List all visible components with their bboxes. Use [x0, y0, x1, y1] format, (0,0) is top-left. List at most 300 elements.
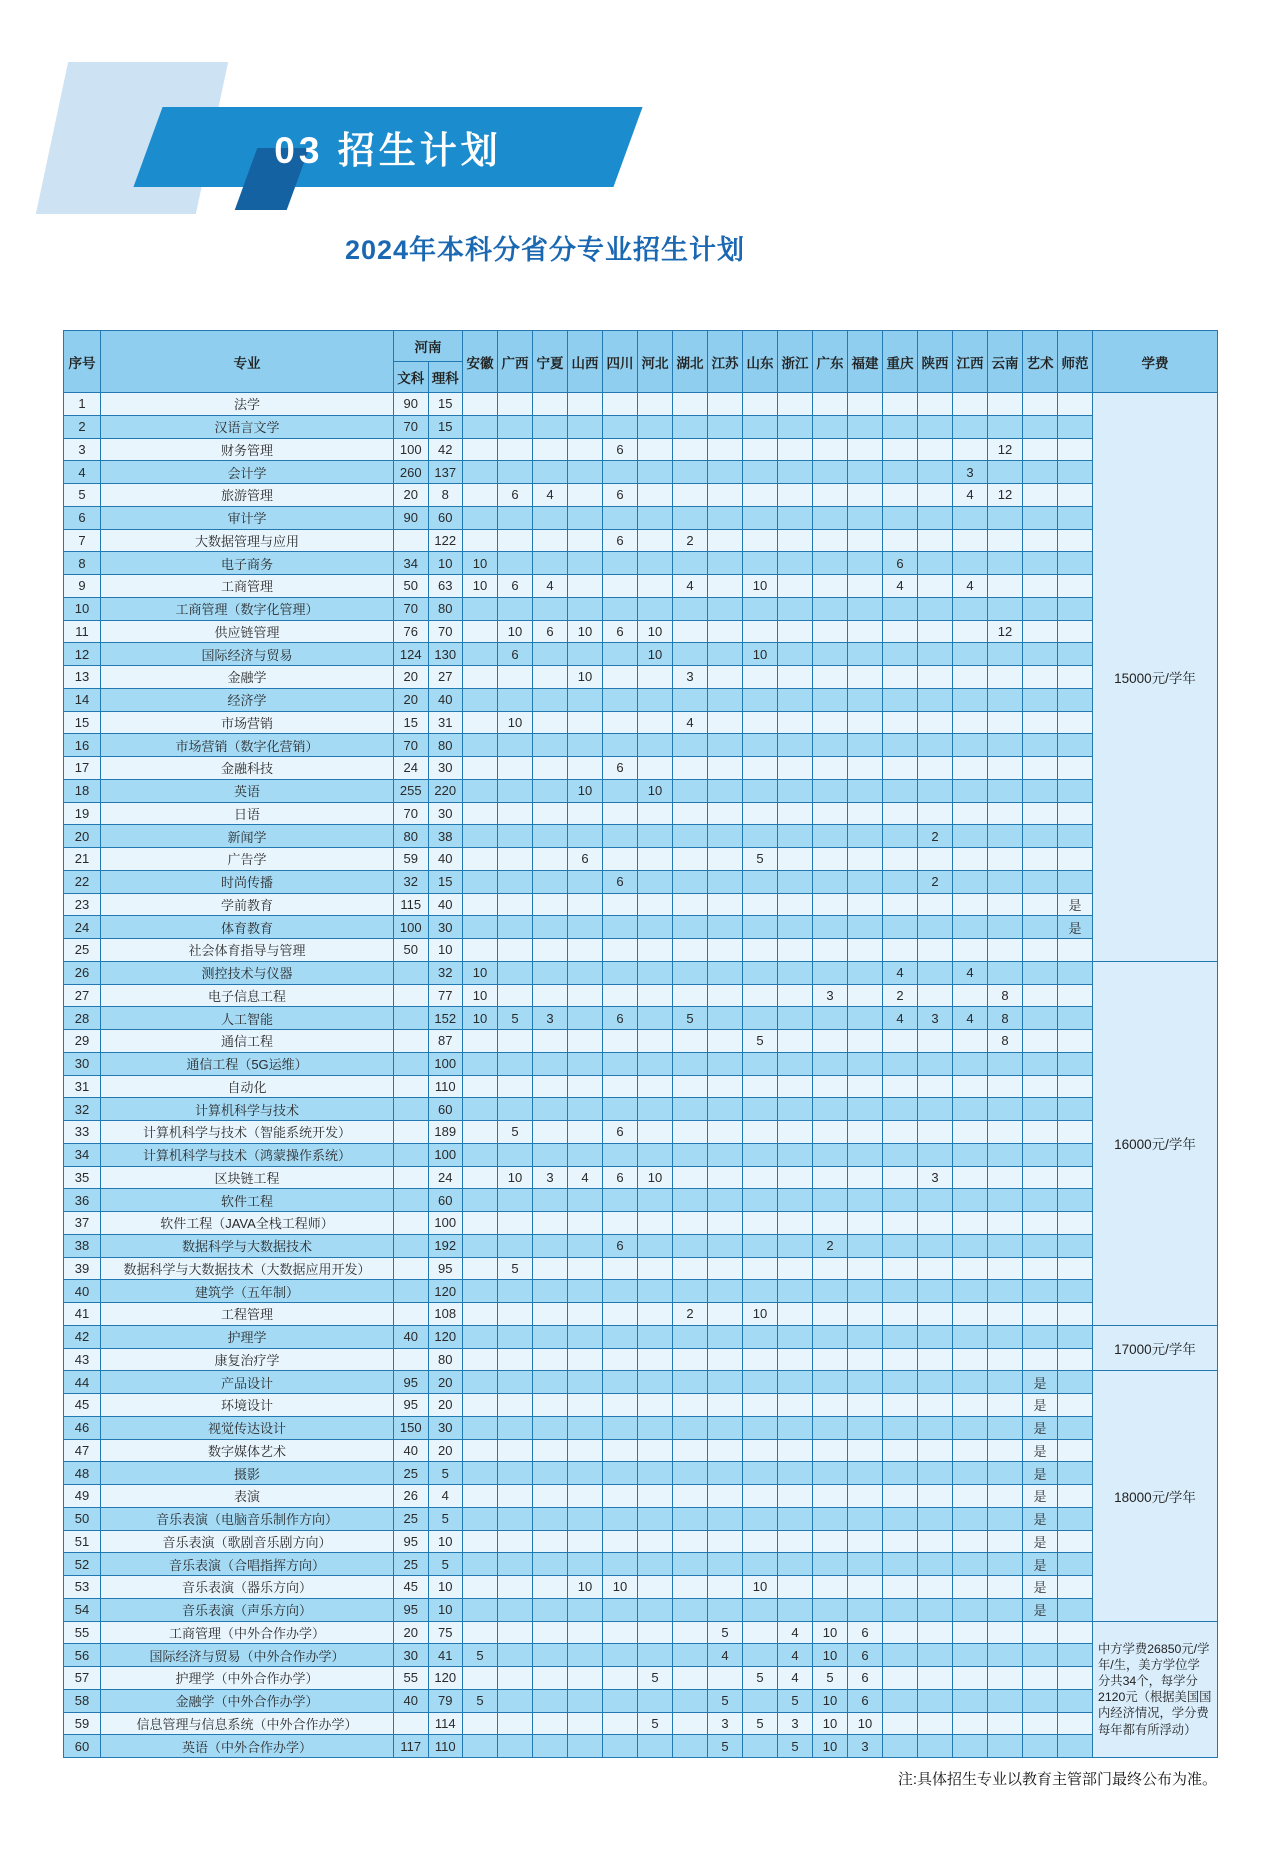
quota-cell: 4	[568, 1166, 603, 1189]
quota-cell: 3	[778, 1712, 813, 1735]
quota-cell	[813, 415, 848, 438]
quota-cell	[883, 1394, 918, 1417]
quota-cell: 10	[498, 711, 533, 734]
quota-cell	[1058, 597, 1093, 620]
quota-cell: 2	[813, 1234, 848, 1257]
quota-cell	[498, 506, 533, 529]
quota-cell	[848, 1576, 883, 1599]
quota-cell	[394, 1075, 429, 1098]
quota-cell	[463, 1348, 498, 1371]
quota-cell	[603, 1621, 638, 1644]
table-row	[64, 688, 1218, 711]
quota-cell	[498, 825, 533, 848]
quota-cell: 40	[394, 1689, 429, 1712]
quota-cell: 30	[428, 802, 463, 825]
quota-cell	[1023, 1234, 1058, 1257]
quota-cell	[638, 1007, 673, 1030]
quota-cell	[813, 438, 848, 461]
quota-cell: 6	[603, 757, 638, 780]
quota-cell	[778, 1553, 813, 1576]
quota-cell	[883, 666, 918, 689]
quota-cell	[743, 1143, 778, 1166]
quota-cell	[778, 1371, 813, 1394]
quota-cell	[953, 916, 988, 939]
quota-cell	[918, 1143, 953, 1166]
quota-cell: 5	[463, 1644, 498, 1667]
quota-cell	[638, 1098, 673, 1121]
quota-cell	[638, 1075, 673, 1098]
quota-cell	[1023, 893, 1058, 916]
row-number-cell: 51	[64, 1530, 101, 1553]
quota-cell	[673, 688, 708, 711]
quota-cell	[848, 1462, 883, 1485]
quota-cell: 4	[778, 1644, 813, 1667]
quota-cell	[848, 1439, 883, 1462]
quota-cell	[673, 415, 708, 438]
quota-cell	[568, 1303, 603, 1326]
quota-cell	[463, 893, 498, 916]
row-number-cell: 15	[64, 711, 101, 734]
quota-cell	[848, 1530, 883, 1553]
table-row	[64, 1485, 1218, 1508]
row-number-cell: 30	[64, 1052, 101, 1075]
quota-cell	[498, 1712, 533, 1735]
quota-cell	[394, 1280, 429, 1303]
quota-cell	[533, 1644, 568, 1667]
major-cell: 音乐表演（电脑音乐制作方向）	[101, 1507, 394, 1530]
quota-cell	[918, 916, 953, 939]
quota-cell	[708, 597, 743, 620]
quota-cell	[638, 1462, 673, 1485]
quota-cell	[778, 666, 813, 689]
quota-cell	[498, 1212, 533, 1235]
quota-cell	[743, 1348, 778, 1371]
quota-cell	[673, 620, 708, 643]
quota-cell	[1023, 1303, 1058, 1326]
quota-cell	[394, 984, 429, 1007]
quota-cell	[533, 1598, 568, 1621]
row-number-cell: 52	[64, 1553, 101, 1576]
quota-cell	[988, 1166, 1023, 1189]
quota-cell	[1058, 734, 1093, 757]
row-number-cell: 28	[64, 1007, 101, 1030]
major-cell: 数据科学与大数据技术（大数据应用开发）	[101, 1257, 394, 1280]
row-number-cell: 4	[64, 461, 101, 484]
quota-cell	[673, 961, 708, 984]
quota-cell	[708, 1257, 743, 1280]
quota-cell	[638, 734, 673, 757]
quota-cell	[533, 825, 568, 848]
quota-cell	[988, 1485, 1023, 1508]
quota-cell: 12	[988, 620, 1023, 643]
quota-cell	[953, 1507, 988, 1530]
quota-cell	[813, 1371, 848, 1394]
quota-cell	[1058, 529, 1093, 552]
quota-cell	[883, 711, 918, 734]
quota-cell	[568, 1530, 603, 1553]
quota-cell	[708, 1143, 743, 1166]
quota-cell	[918, 1098, 953, 1121]
quota-cell	[848, 438, 883, 461]
quota-cell	[708, 1371, 743, 1394]
quota-cell	[883, 1553, 918, 1576]
row-number-cell: 18	[64, 779, 101, 802]
quota-cell: 12	[988, 438, 1023, 461]
quota-cell	[1058, 1621, 1093, 1644]
quota-cell	[498, 1416, 533, 1439]
quota-cell	[743, 757, 778, 780]
quota-cell	[883, 643, 918, 666]
quota-cell	[1023, 1052, 1058, 1075]
quota-cell	[673, 870, 708, 893]
quota-cell	[883, 734, 918, 757]
quota-cell	[533, 757, 568, 780]
quota-cell	[1023, 1121, 1058, 1144]
row-number-cell: 53	[64, 1576, 101, 1599]
quota-cell	[708, 1280, 743, 1303]
quota-cell	[883, 1644, 918, 1667]
quota-cell: 10	[428, 1530, 463, 1553]
major-cell: 通信工程	[101, 1030, 394, 1053]
quota-cell	[568, 1416, 603, 1439]
quota-cell	[568, 1325, 603, 1348]
major-cell: 英语（中外合作办学）	[101, 1735, 394, 1758]
quota-cell: 是	[1023, 1394, 1058, 1417]
quota-cell: 5	[743, 1667, 778, 1690]
quota-cell	[743, 552, 778, 575]
quota-cell: 4	[953, 961, 988, 984]
quota-cell	[638, 802, 673, 825]
quota-cell	[988, 506, 1023, 529]
quota-cell: 是	[1023, 1530, 1058, 1553]
quota-cell	[953, 1394, 988, 1417]
quota-cell: 8	[428, 484, 463, 507]
quota-cell	[568, 1075, 603, 1098]
quota-cell	[883, 1735, 918, 1758]
table-row	[64, 461, 1218, 484]
quota-cell	[568, 711, 603, 734]
quota-cell	[1023, 529, 1058, 552]
quota-cell	[848, 916, 883, 939]
quota-cell	[673, 825, 708, 848]
quota-cell: 5	[498, 1121, 533, 1144]
quota-cell	[1058, 415, 1093, 438]
major-cell: 时尚传播	[101, 870, 394, 893]
quota-cell	[743, 1394, 778, 1417]
quota-cell	[848, 757, 883, 780]
quota-cell	[638, 1371, 673, 1394]
column-header-province-15: 云南	[988, 331, 1023, 393]
quota-cell	[673, 1166, 708, 1189]
quota-cell	[778, 893, 813, 916]
quota-cell	[498, 666, 533, 689]
quota-cell	[708, 1485, 743, 1508]
quota-cell	[1023, 1712, 1058, 1735]
quota-cell	[568, 825, 603, 848]
quota-cell	[673, 461, 708, 484]
major-cell: 通信工程（5G运维）	[101, 1052, 394, 1075]
quota-cell	[918, 506, 953, 529]
quota-cell	[603, 779, 638, 802]
quota-cell	[394, 1007, 429, 1030]
quota-cell	[778, 1212, 813, 1235]
quota-cell	[848, 1553, 883, 1576]
quota-cell	[603, 1189, 638, 1212]
quota-cell	[778, 1348, 813, 1371]
quota-cell	[463, 1712, 498, 1735]
quota-cell	[1023, 575, 1058, 598]
quota-cell: 95	[394, 1394, 429, 1417]
quota-cell	[743, 711, 778, 734]
quota-cell	[953, 893, 988, 916]
quota-cell	[533, 1052, 568, 1075]
quota-cell	[988, 1689, 1023, 1712]
quota-cell: 4	[883, 575, 918, 598]
quota-cell	[1023, 461, 1058, 484]
quota-cell	[533, 1257, 568, 1280]
quota-cell	[708, 506, 743, 529]
quota-cell	[673, 779, 708, 802]
quota-cell: 10	[743, 575, 778, 598]
quota-cell	[463, 643, 498, 666]
quota-cell: 是	[1023, 1485, 1058, 1508]
quota-cell	[918, 1280, 953, 1303]
quota-cell	[394, 1234, 429, 1257]
quota-cell	[743, 1234, 778, 1257]
quota-cell	[848, 1348, 883, 1371]
major-cell: 音乐表演（合唱指挥方向）	[101, 1553, 394, 1576]
column-header-province-4: 四川	[603, 331, 638, 393]
quota-cell	[708, 734, 743, 757]
quota-cell	[673, 1143, 708, 1166]
major-cell: 计算机科学与技术	[101, 1098, 394, 1121]
quota-cell: 80	[428, 734, 463, 757]
column-subheader-henan-1: 理科	[428, 362, 463, 393]
quota-cell	[568, 1394, 603, 1417]
row-number-cell: 7	[64, 529, 101, 552]
table-row	[64, 939, 1218, 962]
quota-cell	[743, 1644, 778, 1667]
quota-cell	[778, 643, 813, 666]
quota-cell	[638, 1030, 673, 1053]
quota-cell	[638, 1507, 673, 1530]
quota-cell	[708, 1553, 743, 1576]
quota-cell	[533, 1189, 568, 1212]
quota-cell	[988, 1189, 1023, 1212]
quota-cell	[848, 506, 883, 529]
quota-cell	[743, 916, 778, 939]
quota-cell	[533, 1348, 568, 1371]
quota-cell	[533, 597, 568, 620]
quota-cell: 30	[428, 1416, 463, 1439]
quota-cell	[953, 757, 988, 780]
quota-cell: 4	[778, 1621, 813, 1644]
quota-cell	[673, 848, 708, 871]
quota-cell	[603, 1598, 638, 1621]
quota-cell	[638, 1485, 673, 1508]
quota-cell: 6	[603, 870, 638, 893]
quota-cell: 30	[394, 1644, 429, 1667]
quota-cell	[673, 438, 708, 461]
major-cell: 摄影	[101, 1462, 394, 1485]
quota-cell	[463, 1439, 498, 1462]
quota-cell	[918, 575, 953, 598]
quota-cell	[463, 825, 498, 848]
quota-cell	[1058, 802, 1093, 825]
quota-cell	[638, 1439, 673, 1462]
table-row	[64, 529, 1218, 552]
major-cell: 市场营销	[101, 711, 394, 734]
row-number-cell: 8	[64, 552, 101, 575]
table-row	[64, 984, 1218, 1007]
quota-cell	[988, 802, 1023, 825]
quota-cell	[463, 1234, 498, 1257]
quota-cell	[603, 1257, 638, 1280]
quota-cell	[498, 688, 533, 711]
quota-cell	[533, 1121, 568, 1144]
quota-cell	[463, 1030, 498, 1053]
quota-cell	[778, 393, 813, 416]
major-cell: 计算机科学与技术（智能系统开发）	[101, 1121, 394, 1144]
quota-cell	[918, 1439, 953, 1462]
quota-cell	[778, 1485, 813, 1508]
table-row	[64, 848, 1218, 871]
tuition-cell: 16000元/学年	[1093, 961, 1218, 1325]
quota-cell	[568, 461, 603, 484]
quota-cell	[1023, 438, 1058, 461]
quota-cell: 2	[918, 825, 953, 848]
quota-cell	[638, 1348, 673, 1371]
quota-cell	[463, 1075, 498, 1098]
quota-cell	[988, 757, 1023, 780]
quota-cell	[603, 575, 638, 598]
quota-cell	[708, 802, 743, 825]
quota-cell: 6	[848, 1644, 883, 1667]
quota-cell	[953, 1189, 988, 1212]
quota-cell	[883, 506, 918, 529]
major-cell: 工商管理（数字化管理）	[101, 597, 394, 620]
quota-cell	[394, 1166, 429, 1189]
quota-cell: 10	[568, 666, 603, 689]
quota-cell: 4	[673, 575, 708, 598]
quota-cell	[568, 1371, 603, 1394]
quota-cell	[988, 1121, 1023, 1144]
quota-cell: 70	[394, 415, 429, 438]
quota-cell: 是	[1023, 1576, 1058, 1599]
quota-cell	[778, 848, 813, 871]
quota-cell	[673, 757, 708, 780]
major-cell: 电子信息工程	[101, 984, 394, 1007]
quota-cell	[708, 779, 743, 802]
quota-cell	[708, 1303, 743, 1326]
quota-cell	[638, 711, 673, 734]
quota-cell	[813, 1257, 848, 1280]
quota-cell	[463, 1325, 498, 1348]
quota-cell: 20	[428, 1371, 463, 1394]
quota-cell: 100	[394, 438, 429, 461]
row-number-cell: 6	[64, 506, 101, 529]
quota-cell	[498, 848, 533, 871]
table-row	[64, 1257, 1218, 1280]
quota-cell	[533, 1394, 568, 1417]
quota-cell	[533, 1439, 568, 1462]
quota-cell: 5	[463, 1689, 498, 1712]
row-number-cell: 34	[64, 1143, 101, 1166]
quota-cell	[498, 1598, 533, 1621]
quota-cell	[568, 984, 603, 1007]
quota-cell	[638, 1121, 673, 1144]
quota-cell	[988, 1234, 1023, 1257]
quota-cell	[673, 1325, 708, 1348]
quota-cell: 80	[428, 1348, 463, 1371]
quota-cell	[743, 1735, 778, 1758]
quota-cell	[638, 870, 673, 893]
quota-cell: 4	[883, 961, 918, 984]
quota-cell	[568, 893, 603, 916]
quota-cell	[743, 1621, 778, 1644]
quota-cell	[638, 825, 673, 848]
quota-cell	[498, 529, 533, 552]
quota-cell	[813, 575, 848, 598]
quota-cell	[498, 1280, 533, 1303]
quota-cell	[918, 1030, 953, 1053]
quota-cell	[638, 1280, 673, 1303]
quota-cell	[1023, 506, 1058, 529]
quota-cell	[533, 1143, 568, 1166]
quota-cell: 24	[428, 1166, 463, 1189]
quota-cell	[988, 1735, 1023, 1758]
quota-cell	[1023, 939, 1058, 962]
quota-cell	[813, 1462, 848, 1485]
quota-cell	[498, 552, 533, 575]
quota-cell: 87	[428, 1030, 463, 1053]
quota-cell	[568, 916, 603, 939]
quota-cell	[533, 1075, 568, 1098]
quota-cell	[533, 393, 568, 416]
major-cell: 学前教育	[101, 893, 394, 916]
quota-cell	[568, 1257, 603, 1280]
quota-cell: 108	[428, 1303, 463, 1326]
table-row	[64, 1143, 1218, 1166]
quota-cell	[883, 1143, 918, 1166]
quota-cell	[708, 1439, 743, 1462]
quota-cell	[988, 1280, 1023, 1303]
quota-cell	[463, 1576, 498, 1599]
quota-cell	[918, 734, 953, 757]
quota-cell	[673, 1462, 708, 1485]
quota-cell: 60	[428, 1189, 463, 1212]
tuition-cell: 15000元/学年	[1093, 393, 1218, 962]
quota-cell	[603, 939, 638, 962]
quota-cell	[533, 1621, 568, 1644]
quota-cell	[778, 984, 813, 1007]
column-header-province-5: 河北	[638, 331, 673, 393]
quota-cell	[463, 666, 498, 689]
quota-cell	[1058, 711, 1093, 734]
table-row	[64, 643, 1218, 666]
quota-cell	[1058, 779, 1093, 802]
quota-cell	[883, 893, 918, 916]
quota-cell: 34	[394, 552, 429, 575]
quota-cell	[603, 916, 638, 939]
quota-cell: 120	[428, 1325, 463, 1348]
quota-cell	[813, 870, 848, 893]
quota-cell	[883, 1371, 918, 1394]
quota-cell	[883, 916, 918, 939]
quota-cell: 3	[533, 1007, 568, 1030]
quota-cell	[463, 529, 498, 552]
quota-cell	[848, 1485, 883, 1508]
